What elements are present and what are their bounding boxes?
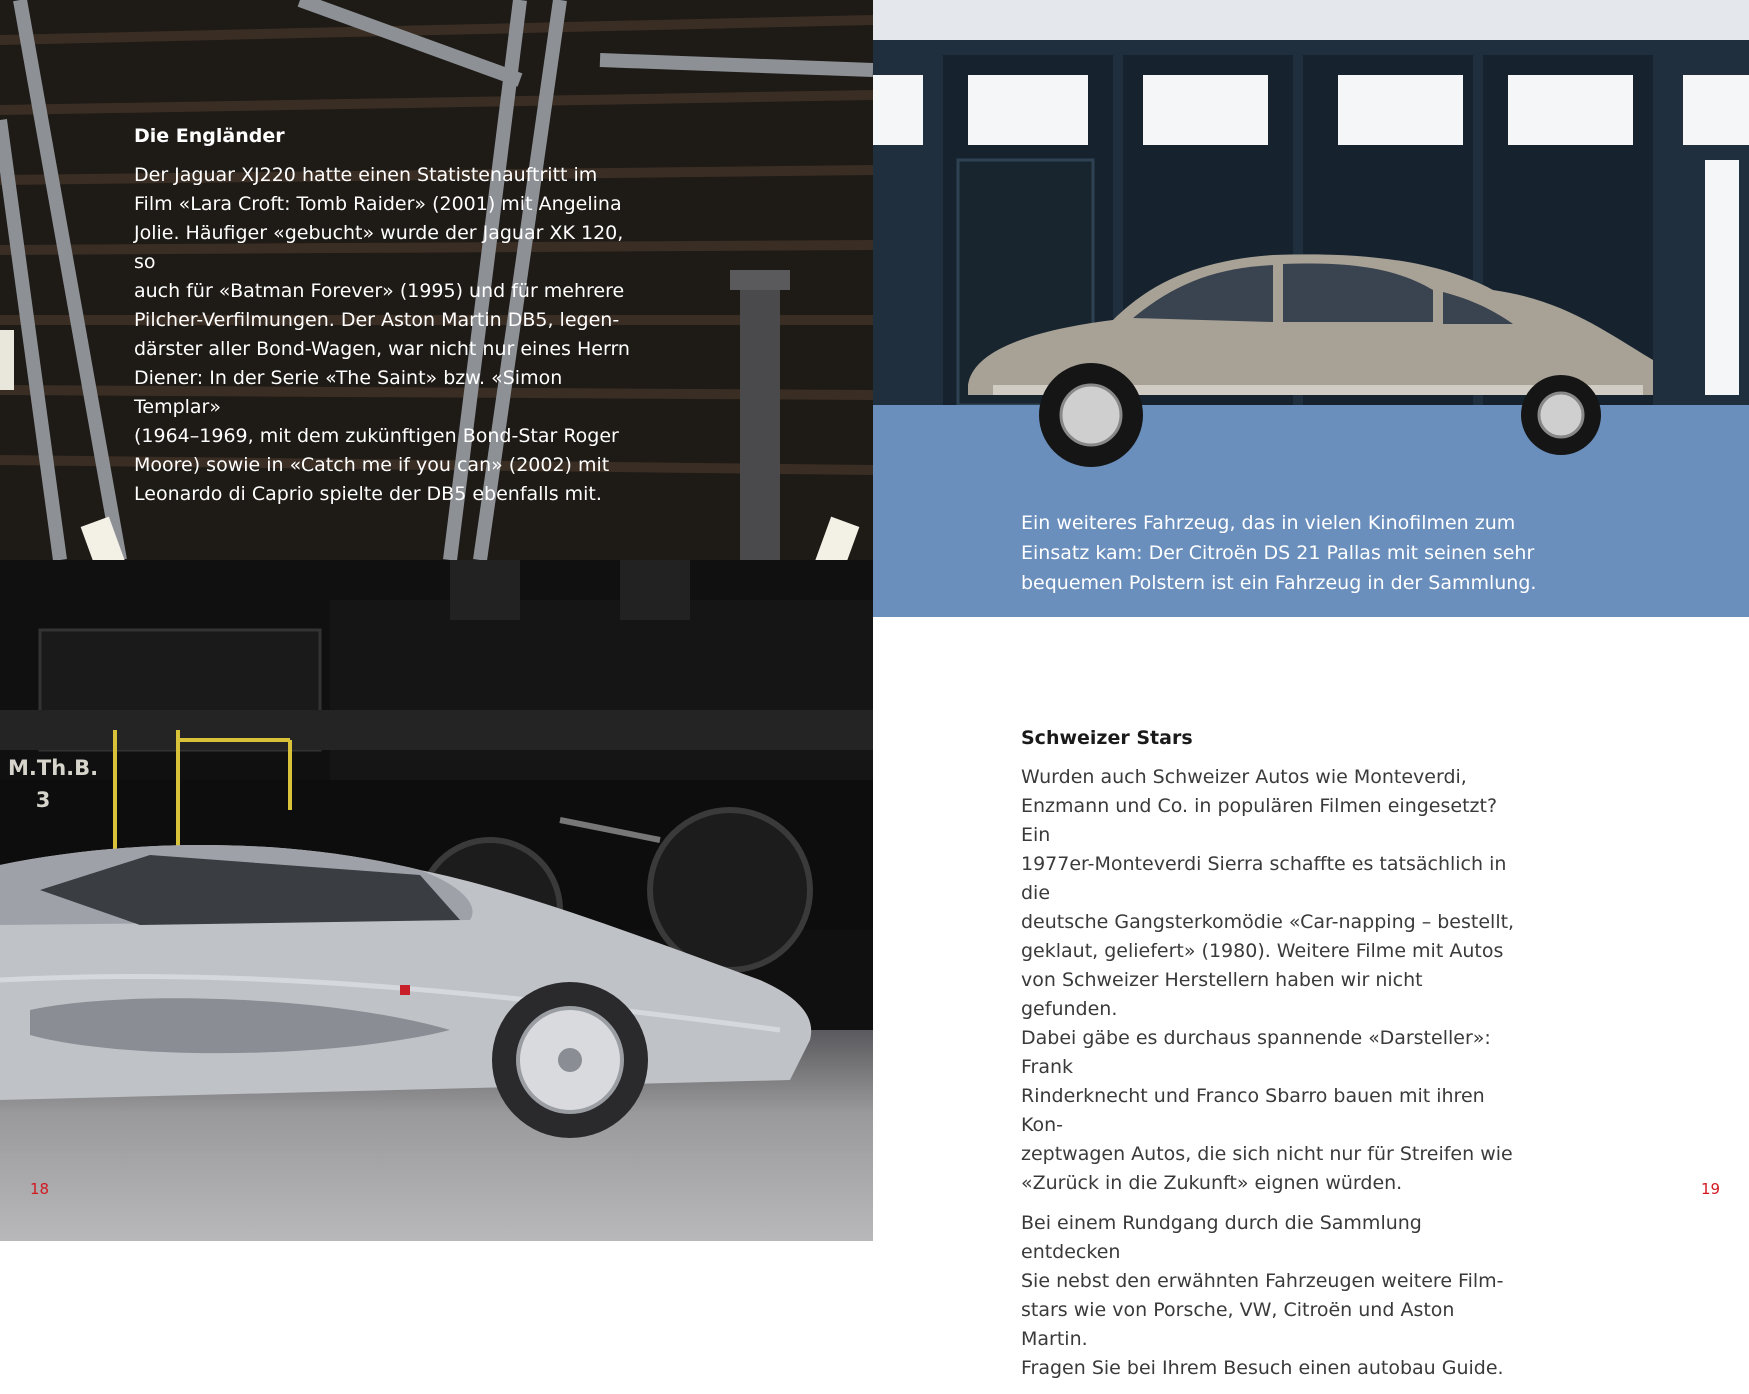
right-line: Sie nebst den erwähnten Fahrzeugen weitere Film- bbox=[1021, 1270, 1504, 1292]
locomotive-plate-line2: 3 bbox=[35, 788, 51, 812]
right-line: deutsche Gangsterkomödie «Car-napping – bestellt, bbox=[1021, 911, 1515, 933]
right-line: Rinderknecht und Franco Sbarro bauen mit ihren Kon- bbox=[1021, 1085, 1485, 1136]
right-line: Dabei gäbe es durchaus spannende «Darsteller»: Frank bbox=[1021, 1027, 1491, 1078]
right-line: 1977er-Monteverdi Sierra schaffte es tatsächlich in die bbox=[1021, 853, 1507, 904]
page-number-left: 18 bbox=[30, 1180, 50, 1198]
left-line: Der Jaguar XJ220 hatte einen Statistenauftritt im bbox=[134, 164, 598, 186]
right-text-block bbox=[1021, 724, 1521, 1394]
left-line: därster aller Bond-Wagen, war nicht nur eines Herrn bbox=[134, 338, 630, 360]
page-number-right: 19 bbox=[1701, 1180, 1721, 1198]
heading-schweizer-stars: Schweizer Stars bbox=[1021, 727, 1193, 749]
right-paragraph-1 bbox=[1021, 763, 1521, 1198]
right-line: stars wie von Porsche, VW, Citroën und Aston Martin. bbox=[1021, 1299, 1455, 1350]
left-line: Pilcher-Verfilmungen. Der Aston Martin DB5, legen- bbox=[134, 309, 620, 331]
left-line: Diener: In der Serie «The Saint» bzw. «Simon Templar» bbox=[134, 367, 563, 418]
photo-caption bbox=[1021, 508, 1541, 598]
right-line: «Zurück in die Zukunft» eignen würden. bbox=[1021, 1172, 1403, 1194]
heading-die-englaender: Die Engländer bbox=[134, 125, 285, 147]
caption-line: Einsatz kam: Der Citroën DS 21 Pallas mit seinen sehr bbox=[1021, 542, 1535, 564]
right-line: Wurden auch Schweizer Autos wie Monteverdi, bbox=[1021, 766, 1467, 788]
jaguar-xj220-photo bbox=[0, 830, 820, 1130]
left-paragraph bbox=[134, 161, 634, 509]
right-line: geklaut, geliefert» (1980). Weitere Filme mit Autos bbox=[1021, 940, 1504, 962]
locomotive-plate-line1: M.Th.B. bbox=[8, 756, 99, 780]
right-line: Enzmann und Co. in populären Filmen eingesetzt? Ein bbox=[1021, 795, 1498, 846]
left-page bbox=[0, 0, 873, 1241]
right-line: Fragen Sie bei Ihrem Besuch einen autobau Guide. bbox=[1021, 1357, 1504, 1379]
caption-line: Ein weiteres Fahrzeug, das in vielen Kinofilmen zum bbox=[1021, 512, 1516, 534]
left-text-block bbox=[134, 122, 634, 509]
locomotive-plate bbox=[8, 752, 99, 816]
left-line: auch für «Batman Forever» (1995) und für mehrere bbox=[134, 280, 625, 302]
right-line: von Schweizer Herstellern haben wir nicht gefunden. bbox=[1021, 969, 1423, 1020]
left-line: (1964–1969, mit dem zukünftigen Bond-Star Roger bbox=[134, 425, 619, 447]
right-line: zeptwagen Autos, die sich nicht nur für Streifen wie bbox=[1021, 1143, 1513, 1165]
left-line: Film «Lara Croft: Tomb Raider» (2001) mit Angelina bbox=[134, 193, 622, 215]
left-line: Moore) sowie in «Catch me if you can» (2002) mit bbox=[134, 454, 610, 476]
left-line: Jolie. Häufiger «gebucht» wurde der Jaguar XK 120, so bbox=[134, 222, 624, 273]
right-paragraph-2 bbox=[1021, 1209, 1521, 1383]
left-line: Leonardo di Caprio spielte der DB5 ebenfalls mit. bbox=[134, 483, 602, 505]
caption-line: bequemen Polstern ist ein Fahrzeug in der Sammlung. bbox=[1021, 572, 1537, 594]
right-line: Bei einem Rundgang durch die Sammlung entdecken bbox=[1021, 1212, 1422, 1263]
